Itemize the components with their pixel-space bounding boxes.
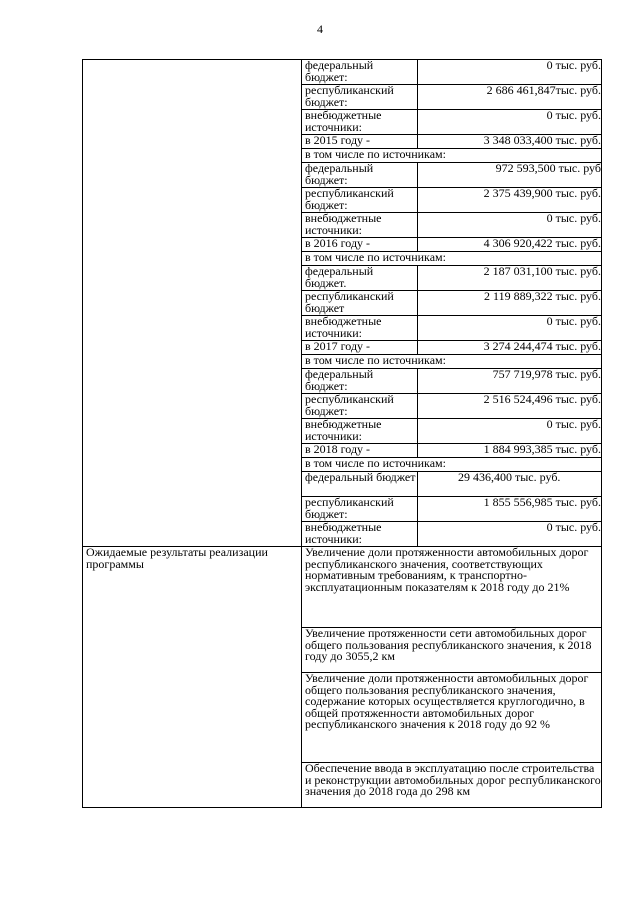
source-value: 0 тыс. руб. [418,60,602,85]
year-total-value: 3 348 033,400 тыс. руб. [418,135,602,149]
funding-section-label [83,60,302,547]
source-value: 972 593,500 тыс. руб [418,163,602,188]
sources-note: в том числе по источникам: [302,355,602,369]
source-label: внебюджетные источники: [302,213,418,238]
source-value: 1 855 556,985 тыс. руб. [418,497,602,522]
expected-result: Увеличение доли протяженности автомобильных дорог республиканского значения, соответствующих нормативным требованиям, к транспортно-эксплуатационным показателям к 2018 году до 21% [302,547,602,628]
source-value: 0 тыс. руб. [418,110,602,135]
sources-note: в том числе по источникам: [302,458,602,472]
year-total-value: 3 274 244,474 тыс. руб. [418,341,602,355]
source-value: 2 516 524,496 тыс. руб. [418,394,602,419]
source-value: 757 719,978 тыс. руб. [418,369,602,394]
source-label: внебюджетные источники: [302,419,418,444]
year-total-value: 1 884 993,385 тыс. руб. [418,444,602,458]
source-label: республиканский бюджет: [302,85,418,110]
source-label: республиканский бюджет: [302,188,418,213]
source-label: федеральный бюджет: [302,60,418,85]
source-label: республиканский бюджет [302,291,418,316]
funding-row [83,60,602,85]
expected-result: Увеличение протяженности сети автомобильных дорог общего пользования республиканского значения, к 2018 году до 3055,2 км [302,628,602,673]
source-value: 0 тыс. руб. [418,522,602,547]
year-label: в 2016 году - [302,238,418,252]
source-label: внебюджетные источники: [302,316,418,341]
year-label: в 2015 году - [302,135,418,149]
source-label: федеральный бюджет: [302,369,418,394]
page-number: 4 [317,22,323,36]
source-label: федеральный бюджет [302,472,418,497]
source-value: 29 436,400 тыс. руб. [418,472,602,497]
source-label: внебюджетные источники: [302,110,418,135]
source-label: федеральный бюджет. [302,266,418,291]
year-label: в 2018 году - [302,444,418,458]
expected-result: Увеличение доли протяженности автомобильных дорог общего пользования республиканского значения, содержание которых осуществляется круглогодично, в общей протяженности автомобильных дорог республиканского значения к 2018 году до 92 % [302,673,602,763]
source-value: 2 686 461,847тыс. руб. [418,85,602,110]
expected-result: Обеспечение ввода в эксплуатацию после строительства и реконструкции автомобильных дорог республиканского значения до 2018 года до 298 км [302,763,602,808]
source-label: федеральный бюджет: [302,163,418,188]
source-value: 2 187 031,100 тыс. руб. [418,266,602,291]
year-label: в 2017 году - [302,341,418,355]
program-table [82,59,602,808]
source-value: 0 тыс. руб. [418,419,602,444]
sources-note: в том числе по источникам: [302,252,602,266]
source-label: республиканский бюджет: [302,394,418,419]
source-value: 0 тыс. руб. [418,213,602,238]
result-row [83,547,602,628]
sources-note: в том числе по источникам: [302,149,602,163]
source-label: республиканский бюджет: [302,497,418,522]
results-label: Ожидаемые результаты реализации программы [83,547,302,808]
year-total-value: 4 306 920,422 тыс. руб. [418,238,602,252]
source-value: 2 375 439,900 тыс. руб. [418,188,602,213]
source-value: 0 тыс. руб. [418,316,602,341]
source-label: внебюджетные источники: [302,522,418,547]
source-value: 2 119 889,322 тыс. руб. [418,291,602,316]
